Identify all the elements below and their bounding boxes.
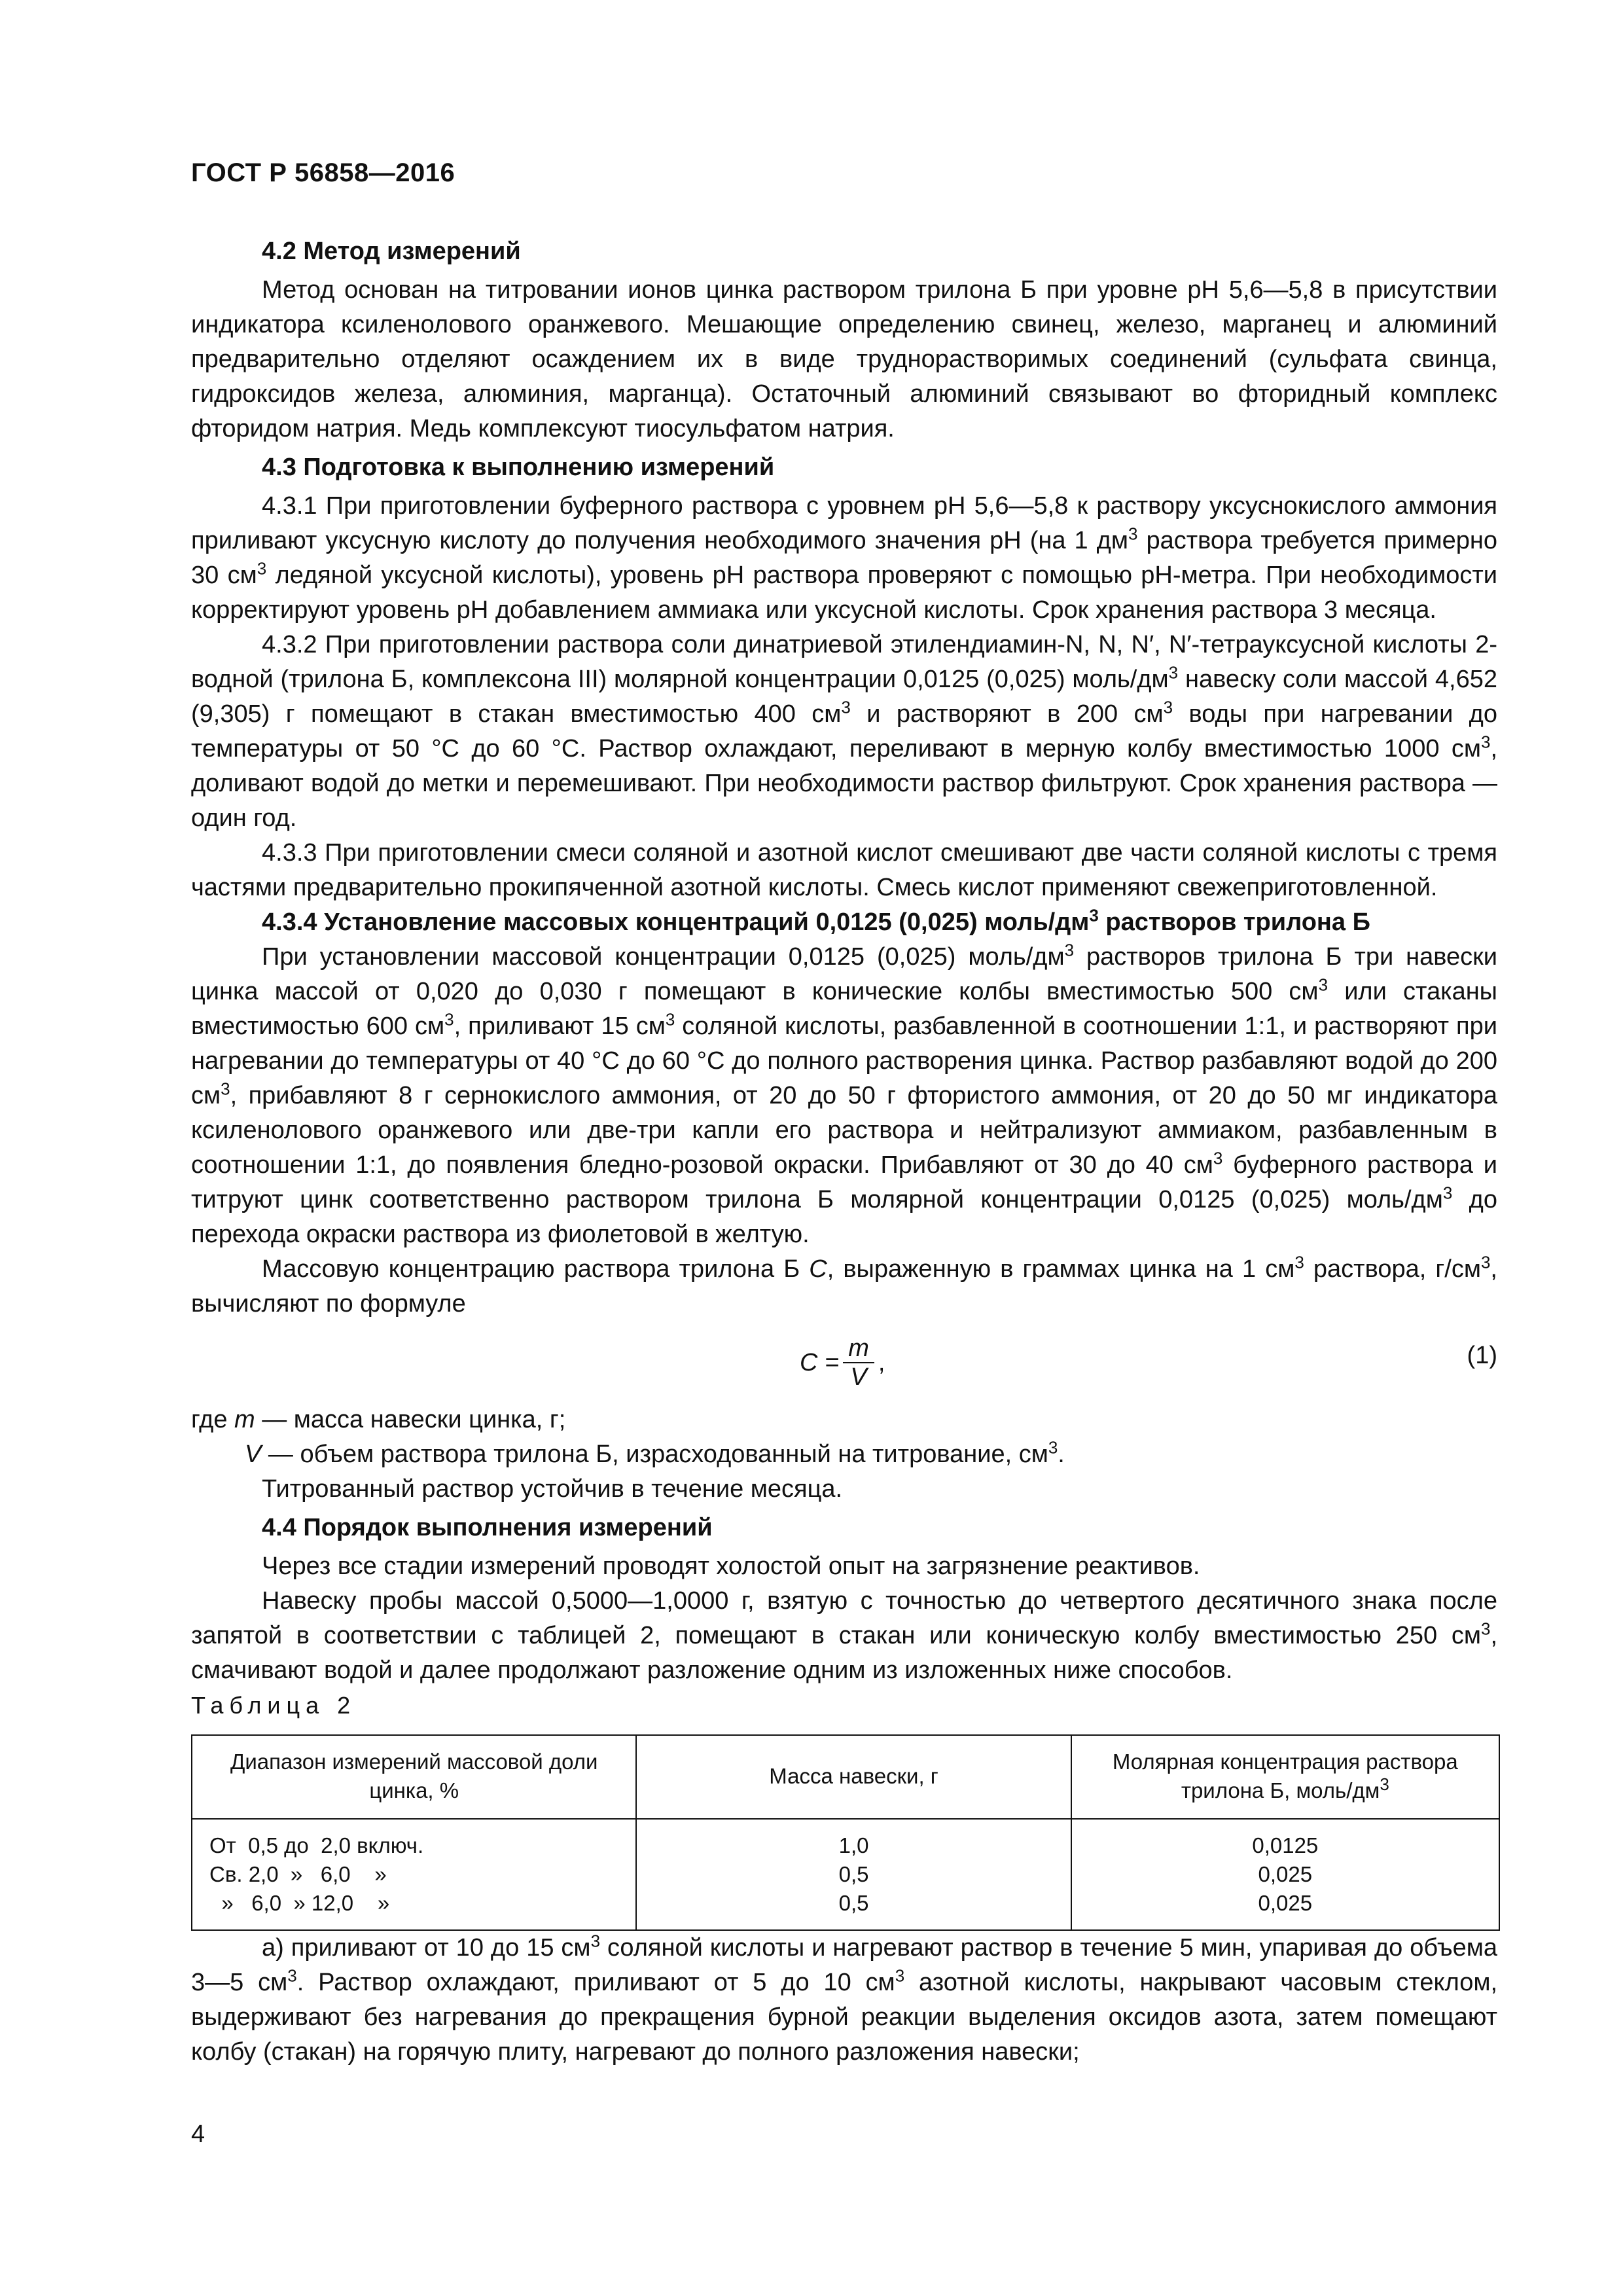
range-value: » 6,0 » 12,0 » — [209, 1891, 390, 1915]
table-2 — [191, 1734, 1500, 1931]
text-run: , приливают 15 см — [454, 1013, 666, 1040]
variable-m: m — [234, 1406, 255, 1433]
text-run: и растворяют в 200 см — [850, 700, 1164, 728]
table-header-range: Диапазон измерений массовой доли цинка, % — [192, 1735, 636, 1819]
table-caption: Таблица 2 — [191, 1692, 357, 1719]
text-run: растворов трилона Б — [1098, 908, 1370, 936]
text-run: до перехода окраски раствора из фиолетовой в желтую. — [191, 1186, 1497, 1248]
text-run: раствора, г/см — [1304, 1255, 1481, 1283]
superscript: 3 — [895, 1965, 905, 1986]
text-run: раствора требуется примерно 30 см — [191, 527, 1497, 589]
paragraph-mass-concentration — [191, 1252, 1497, 1321]
superscript: 3 — [1213, 1148, 1223, 1168]
text-run: При установлении массовой концентрации 0,0125 (0,025) моль/дм — [262, 943, 1065, 971]
superscript: 3 — [1380, 1774, 1389, 1794]
where-m — [191, 1403, 1497, 1437]
concentration-value: 0,025 — [1258, 1862, 1313, 1886]
superscript: 3 — [1128, 524, 1138, 544]
mass-value: 1,0 — [838, 1833, 869, 1857]
page-number: 4 — [191, 2121, 205, 2148]
superscript: 3 — [841, 697, 851, 717]
table-header-concentration — [1071, 1735, 1499, 1819]
mass-value: 0,5 — [838, 1891, 869, 1915]
section-heading-4-2: 4.2 Метод измерений — [262, 238, 521, 265]
formula-1 — [191, 1325, 1497, 1397]
superscript: 3 — [1163, 697, 1173, 717]
formula-denominator: V — [850, 1363, 867, 1391]
text-run: или стаканы вместимостью 600 см — [191, 978, 1497, 1040]
paragraph-4-3-2 — [191, 628, 1497, 836]
text-run: а) приливают от 10 до 15 см — [262, 1934, 591, 1962]
superscript: 3 — [1168, 662, 1179, 683]
text-run: , вычисляют по формуле — [191, 1255, 1497, 1318]
text-run: соляной кислоты, разбавленной в соотношении 1:1, и растворяют при нагревании до температуры от 40 °С до 60 °С до полного растворения цинка. Раствор разбавляют водой до 200 см — [191, 1013, 1497, 1109]
text-run: азотной кислоты, накрывают часовым стеклом, выдерживают без нагревания до прекращения бурной реакции выделения оксидов азота, затем помещают колбу (стакан) на горячую плиту, нагревают до полного разложения навески; — [191, 1969, 1498, 2066]
paragraph-item-a — [191, 1931, 1497, 2070]
mass-value: 0,5 — [838, 1862, 869, 1886]
equation-number: (1) — [1467, 1342, 1497, 1369]
table-header-row — [192, 1735, 1499, 1819]
text-run: где — [191, 1406, 235, 1433]
superscript: 3 — [1442, 1183, 1453, 1203]
text-run: . Раствор охлаждают, приливают от 5 до 10 см — [296, 1969, 895, 1996]
formula-fraction — [843, 1335, 874, 1391]
superscript: 3 — [1480, 1619, 1491, 1639]
document-id: ГОСТ Р 56858—2016 — [191, 158, 455, 187]
where-v — [191, 1437, 1497, 1472]
range-value: От 0,5 до 2,0 включ. — [209, 1833, 424, 1857]
superscript: 3 — [1480, 1252, 1491, 1272]
formula-expression — [800, 1335, 885, 1391]
superscript: 3 — [1294, 1252, 1304, 1272]
superscript: 3 — [1048, 1437, 1058, 1458]
superscript: 3 — [1480, 732, 1491, 752]
paragraph-4-3-3: 4.3.3 При приготовлении смеси соляной и азотной кислот смешивают две части соляной кислоты с тремя частями предварительно прокипяченной азотной кислоты. Смесь кислот применяют свежеприготовленной. — [191, 839, 1497, 901]
superscript: 3 — [287, 1965, 297, 1986]
section-heading-4-3: 4.3 Подготовка к выполнению измерений — [262, 454, 775, 481]
document-body — [191, 230, 1497, 2070]
text-run: соляной кислоты и нагревают раствор в течение 5 мин, упаривая до объема 3—5 см — [191, 1934, 1498, 1996]
paragraph-4-3-1 — [191, 489, 1497, 628]
variable-v: V — [245, 1441, 262, 1468]
paragraph-4-4-1: Через все стадии измерений проводят холостой опыт на загрязнение реактивов. — [262, 1552, 1200, 1580]
text-run: Молярная концентрация раствора трилона Б, моль/дм — [1112, 1749, 1458, 1803]
paragraph-stability: Титрованный раствор устойчив в течение месяца. — [262, 1475, 843, 1503]
paragraph-4-2: Метод основан на титровании ионов цинка раствором трилона Б при уровне рН 5,6—5,8 в присутствии индикатора ксиленолового оранжевого. Мешающие определению свинец, железо, марганец и алюминий предварительно отделяют осаждением их в виде труднорастворимых соединений (сульфата свинца, гидроксидов железа, алюминия, марганца). Остаточный алюминий связывают во фторидный комплекс фторидом натрия. Медь комплексуют тиосульфатом натрия. — [191, 276, 1497, 442]
section-heading-4-4: 4.4 Порядок выполнения измерений — [262, 1514, 713, 1541]
variable-c: C — [809, 1255, 827, 1283]
superscript: 3 — [221, 1079, 230, 1099]
text-run: , смачивают водой и далее продолжают разложение одним из изложенных ниже способов. — [191, 1622, 1497, 1684]
range-value: Св. 2,0 » 6,0 » — [209, 1862, 387, 1886]
paragraph-4-3-4 — [191, 940, 1497, 1252]
table-header-mass: Масса навески, г — [636, 1735, 1071, 1819]
superscript: 3 — [1318, 975, 1329, 995]
text-run: 4.3.2 При приготовлении раствора соли динатриевой этилендиамин-N, N, N′, N′-тетрауксусной кислоты 2-водной (трилона Б, комплексона III) молярной концентрации 0,0125 (0,025) моль/дм — [191, 631, 1497, 693]
text-run: воды при нагревании до температуры от 50 °С до 60 °С. Раствор охлаждают, переливают в мерную колбу вместимостью 1000 см — [191, 700, 1497, 762]
text-run: 4.3.4 Установление массовых концентраций 0,0125 (0,025) моль/дм — [262, 908, 1090, 936]
superscript: 3 — [257, 558, 267, 579]
table-row — [192, 1819, 1499, 1930]
paragraph-4-4-2 — [191, 1584, 1497, 1688]
formula-tail: , — [878, 1348, 885, 1376]
text-run: растворов трилона Б три навески цинка массой от 0,020 до 0,030 г помещают в конические колбы вместимостью 500 см — [191, 943, 1498, 1005]
text-run: , доливают водой до метки и перемешивают. При необходимости раствор фильтруют. Срок хранения раствора — один год. — [191, 735, 1497, 832]
table-cell-mass — [636, 1819, 1071, 1930]
text-run: ледяной уксусной кислоты), уровень рН раствора проверяют с помощью рН-метра. При необходимости корректируют уровень рН добавлением аммиака или уксусной кислоты. Срок хранения раствора 3 месяца. — [191, 562, 1498, 624]
text-run: . — [1058, 1441, 1065, 1468]
text-run: буферного раствора и титруют цинк соответственно раствором трилона Б молярной концентрации 0,0125 (0,025) моль/дм — [191, 1151, 1497, 1213]
superscript: 3 — [1064, 940, 1075, 960]
text-run: Навеску пробы массой 0,5000—1,0000 г, взятую с точностью до четвертого десятичного знака после запятой в соответствии с таблицей 2, помещают в стакан или коническую колбу вместимостью 250 см — [191, 1587, 1497, 1649]
formula-lhs: C = — [800, 1348, 840, 1376]
text-run: Массовую концентрацию раствора трилона Б — [262, 1255, 810, 1283]
concentration-value: 0,025 — [1258, 1891, 1313, 1915]
text-run: — масса навески цинка, г; — [255, 1406, 566, 1433]
superscript: 3 — [1089, 905, 1099, 925]
concentration-value: 0,0125 — [1252, 1833, 1319, 1857]
text-run: , выраженную в граммах цинка на 1 см — [827, 1255, 1295, 1283]
superscript: 3 — [665, 1009, 675, 1030]
subsection-heading-4-3-4 — [191, 905, 1497, 940]
superscript: 3 — [444, 1009, 454, 1030]
text-run: навеску соли массой 4,652 (9,305) г помещают в стакан вместимостью 400 см — [191, 666, 1497, 728]
text-run: — объем раствора трилона Б, израсходованный на титрование, см — [261, 1441, 1048, 1468]
text-run: , прибавляют 8 г сернокислого аммония, от 20 до 50 г фтористого аммония, от 20 до 50 мг индикатора ксиленолового оранжевого или две-три капли его раствора и нейтрализуют аммиаком, разбавленным в соотношении 1:1, до появления бледно-розовой окраски. Прибавляют от 30 до 40 см — [191, 1082, 1497, 1179]
formula-numerator: m — [843, 1335, 874, 1363]
table-cell-concentration — [1071, 1819, 1499, 1930]
text-run: 4.3.1 При приготовлении буферного раствора с уровнем рН 5,6—5,8 к раствору уксуснокислого аммония приливают уксусную кислоту до получения необходимого значения рН (на 1 дм — [191, 492, 1497, 554]
superscript: 3 — [590, 1931, 601, 1951]
table-cell-range — [192, 1819, 636, 1930]
